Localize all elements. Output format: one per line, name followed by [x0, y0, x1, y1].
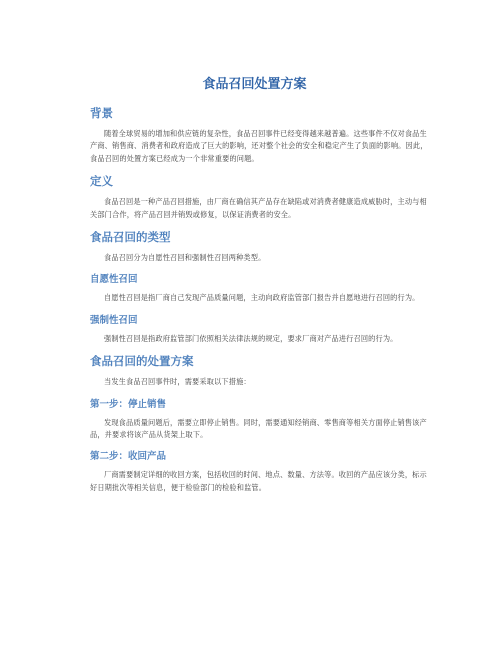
- subheading-voluntary-recall: 自愿性召回: [90, 274, 138, 286]
- subheading-step-one: 第一步：停止销售: [90, 398, 167, 410]
- section-heading-disposal-plan: 食品召回的处置方案: [90, 354, 194, 369]
- document-page: [75, 76, 434, 503]
- paragraph-step-one: 发现食品质量问题后，需要立即停止销售。同时，需要通知经销商、零售商等相关方面停止销售该产品，并要求将该产品从货架上取下。: [90, 417, 427, 440]
- paragraph-step-two: 厂商需要制定详细的收回方案，包括收回的时间、地点、数量、方法等。收回的产品应该分类，标示好日期批次等相关信息，便于检验部门的检验和监管。: [90, 470, 427, 492]
- paragraph-disposal-plan: 当发生食品召回事件时，需要采取以下措施：: [104, 377, 251, 387]
- section-heading-background: 背景: [90, 106, 113, 120]
- paragraph-definition: 食品召回是一种产品召回措施，由厂商在确信其产品存在缺陷或对消费者健康造成威胁时，主动与相关部门合作，将产品召回并销毁或修复，以保证消费者的安全。: [90, 197, 427, 219]
- paragraph-voluntary-recall: 自愿性召回是指厂商自己发现产品质量问题，主动向政府监管部门报告并自愿地进行召回的行为。: [104, 293, 420, 303]
- document-title: 食品召回处置方案: [202, 77, 307, 92]
- paragraph-recall-types: 食品召回分为自愿性召回和强制性召回两种类型。: [104, 253, 266, 263]
- subheading-step-two: 第二步：收回产品: [90, 451, 167, 463]
- paragraph-background: 随着全球贸易的增加和供应链的复杂性，食品召回事件已经变得越来越普遍。这些事件不仅对食品生产商、销售商、消费者和政府造成了巨大的影响，还对整个社会的安全和稳定产生了负面的影响。因此，食品召回的处置方案已经成为一个非常重要的问题。: [90, 129, 428, 163]
- section-heading-definition: 定义: [90, 174, 113, 189]
- section-heading-recall-types: 食品召回的类型: [90, 230, 171, 245]
- paragraph-mandatory-recall: 强制性召回是指政府监管部门依照相关法律法规的规定，要求厂商对产品进行召回的行为。: [104, 333, 398, 343]
- subheading-mandatory-recall: 强制性召回: [90, 314, 138, 326]
